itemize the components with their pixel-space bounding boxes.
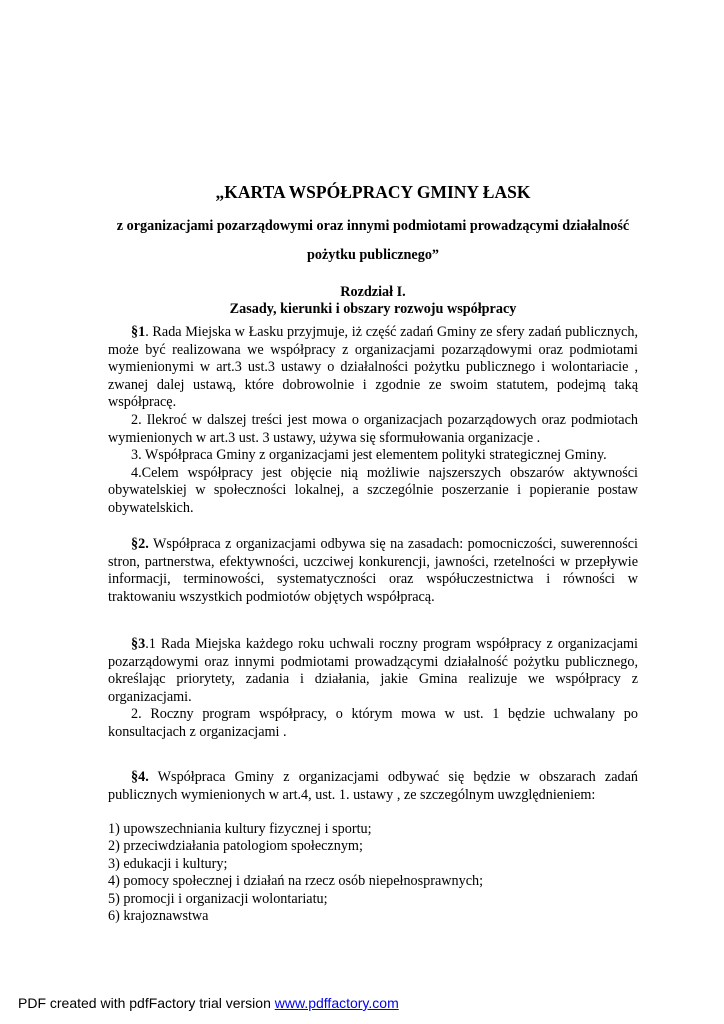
section-1-paragraph-1: §1. Rada Miejska w Łasku przyjmuje, iż część zadań Gminy ze sfery zadań publicznych, może być realizowana we współpracy z organizacjami pozarządowymi oraz podmiotami wymienionymi w art.3 ust.3 ustawy o działalności pożytku publicznego i wolontariacie , zwanej dalej ustawą, które dobrowolnie i zgodnie ze swoim statutem, podejmą taką współpracę. <box>108 324 638 411</box>
document-title: „KARTA WSPÓŁPRACY GMINY ŁASK <box>215 182 531 202</box>
chapter-heading <box>108 284 638 318</box>
list-item: 4) pomocy społecznej i działań na rzecz osób niepełnosprawnych; <box>108 873 484 890</box>
section-1-mark: §1 <box>131 324 146 340</box>
section-4-list <box>108 821 638 925</box>
section-3-paragraph-2: 2. Roczny program współpracy, o którym mowa w ust. 1 będzie uchwalany po konsultacjach z organizacjami . <box>108 706 638 740</box>
footer-link[interactable]: www.pdffactory.com <box>274 995 399 1011</box>
section-4-mark: §4. <box>131 769 149 785</box>
section-1-paragraph-4: 4.Celem współpracy jest objęcie nią możliwie najszerszych obszarów aktywności obywatelskiej w społeczności lokalnej, a szczególnie poszerzanie i popieranie postaw obywatelskich. <box>108 464 638 516</box>
section-1 <box>108 324 638 518</box>
section-2 <box>108 536 638 606</box>
document-subtitle <box>96 212 650 270</box>
section-2-paragraph: §2. Współpraca z organizacjami odbywa się na zasadach: pomocniczości, suwerenności stron, partnerstwa, efektywności, uczciwej konkurencji, jawności, rzetelności w przepływie informacji, terminowości, systematyczności oraz współuczestnictwa i równości w traktowaniu wszystkich podmiotów objętych współpracą. <box>108 536 638 605</box>
section-1-paragraph-3: 3. Współpraca Gminy z organizacjami jest elementem polityki strategicznej Gminy. <box>131 447 607 464</box>
section-2-mark: §2. <box>131 536 149 552</box>
subtitle-line-2: pożytku publicznego” <box>306 247 440 263</box>
section-3-paragraph-1: §3.1 Rada Miejska każdego roku uchwali roczny program współpracy z organizacjami pozarządowymi oraz innymi podmiotami prowadzącymi działalność pożytku publicznego, określając priorytety, zadania i działania, jakie Gmina realizuje we współpracy z organizacjami. <box>108 636 638 705</box>
section-4-paragraph: §4. Współpraca Gminy z organizacjami odbywać się będzie w obszarach zadań publicznych wymienionych w art.4, ust. 1. ustawy , ze szczególnym uwzględnieniem: <box>108 769 638 803</box>
section-3 <box>108 636 638 742</box>
list-item: 6) krajoznawstwa <box>108 908 209 925</box>
list-item: 1) upowszechniania kultury fizycznej i sportu; <box>108 821 372 837</box>
pdf-footer <box>18 995 399 1011</box>
section-4 <box>108 769 638 804</box>
section-3-mark: §3 <box>131 636 146 652</box>
list-item: 3) edukacji i kultury; <box>108 855 228 872</box>
list-item: 5) promocji i organizacji wolontariatu; <box>108 890 328 907</box>
chapter-title: Zasady, kierunki i obszary rozwoju współpracy <box>229 301 517 317</box>
footer-text: PDF created with pdfFactory trial version <box>18 995 275 1011</box>
list-item: 2) przeciwdziałania patologiom społecznym; <box>108 838 363 855</box>
subtitle-line-1: z organizacjami pozarządowymi oraz innymi podmiotami prowadzącymi działalność <box>116 218 630 234</box>
section-1-paragraph-2: 2. Ilekroć w dalszej treści jest mowa o organizacjach pozarządowych oraz podmiotach wymienionych w art.3 ust. 3 ustawy, używa się sformułowania organizacje . <box>108 411 638 446</box>
chapter-number: Rozdział I. <box>340 284 406 300</box>
